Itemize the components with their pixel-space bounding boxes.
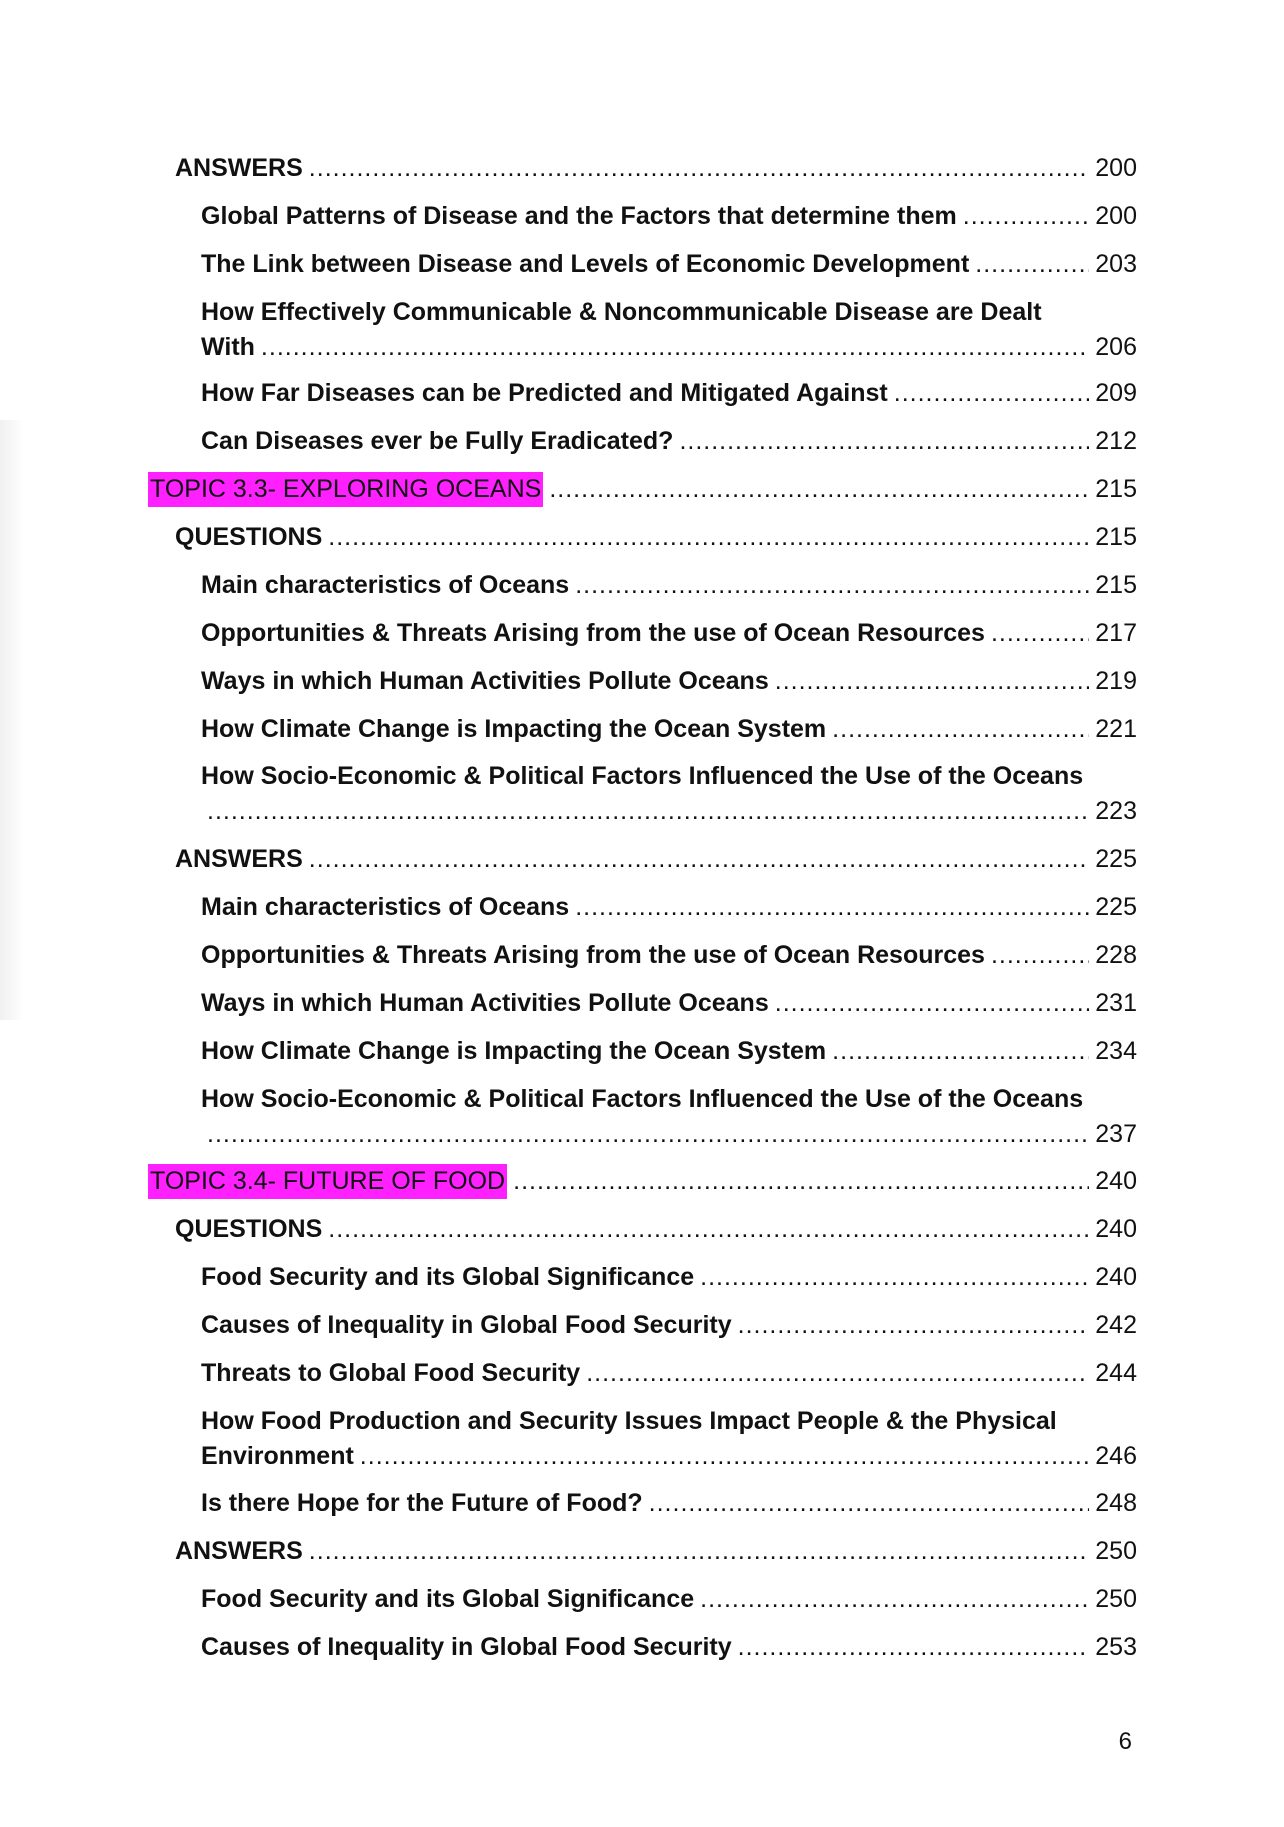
toc-page-number: 240 [1095, 1167, 1137, 1195]
toc-entry-title: ANSWERS [175, 1537, 303, 1565]
toc-page-number: 250 [1095, 1537, 1137, 1565]
toc-page-number: 250 [1095, 1585, 1137, 1613]
toc-topic-title: TOPIC 3.3- EXPLORING OCEANS [148, 472, 543, 507]
toc-page-number: 217 [1095, 619, 1137, 647]
toc-entry-title: How Climate Change is Impacting the Ocean System [201, 715, 827, 743]
toc-entry-questions[interactable] [175, 520, 1137, 555]
dot-leader [894, 376, 1090, 411]
toc-page-number: 215 [1095, 571, 1137, 599]
toc-entry[interactable] [201, 616, 1137, 651]
toc-entry[interactable] [201, 376, 1137, 411]
dot-leader [575, 568, 1089, 603]
toc-page-number: 240 [1095, 1215, 1137, 1243]
toc-entry[interactable] [201, 759, 1137, 829]
toc-page-number: 242 [1095, 1311, 1137, 1339]
toc-entry[interactable] [201, 1582, 1137, 1617]
toc-topic-future-of-food[interactable] [148, 1164, 1137, 1199]
toc-entry[interactable] [201, 664, 1137, 699]
toc-page-number: 225 [1095, 893, 1137, 921]
dot-leader [738, 1308, 1090, 1343]
toc-entry-answers[interactable] [175, 842, 1137, 877]
dot-leader [963, 199, 1090, 234]
toc-page-number: 203 [1095, 250, 1137, 278]
toc-entry[interactable] [201, 247, 1137, 282]
dot-leader [700, 1260, 1089, 1295]
dot-leader [832, 712, 1089, 747]
toc-entry[interactable] [201, 1034, 1137, 1069]
toc-entry-title: Can Diseases ever be Fully Eradicated? [201, 427, 674, 455]
toc-entry-title-line1: How Socio-Economic & Political Factors Influenced the Use of the Oceans [201, 762, 1084, 790]
toc-entry-title: QUESTIONS [175, 1215, 323, 1243]
toc-entry-title-line1: How Effectively Communicable & Noncommunicable Disease are Dealt [201, 298, 1042, 326]
toc-entry-title: Causes of Inequality in Global Food Security [201, 1633, 732, 1661]
dot-leader [328, 1212, 1089, 1247]
dot-leader [975, 247, 1089, 282]
dot-leader [309, 1534, 1089, 1569]
toc-page-number: 200 [1095, 202, 1137, 230]
dot-leader [775, 986, 1090, 1021]
dot-leader [832, 1034, 1089, 1069]
toc-entry-title: Main characteristics of Oceans [201, 571, 570, 599]
dot-leader [309, 151, 1089, 186]
dot-leader [328, 520, 1089, 555]
toc-page-number: 228 [1095, 941, 1137, 969]
toc-entry[interactable] [201, 295, 1137, 365]
toc-entry[interactable] [201, 938, 1137, 973]
dot-leader [207, 794, 1089, 829]
toc-page-number: 244 [1095, 1359, 1137, 1387]
toc-page-number: 215 [1095, 475, 1137, 503]
toc-entry-title: Opportunities & Threats Arising from the use of Ocean Resources [201, 941, 985, 969]
toc-entry-questions[interactable] [175, 1212, 1137, 1247]
toc-entry-title: With [201, 333, 255, 361]
toc-entry-title: Environment [201, 1442, 354, 1470]
toc-entry-title: ANSWERS [175, 845, 303, 873]
dot-leader [991, 938, 1089, 973]
toc-page-number: 231 [1095, 989, 1137, 1017]
dot-leader [586, 1356, 1089, 1391]
dot-leader [991, 616, 1089, 651]
dot-leader [649, 1486, 1090, 1521]
dot-leader [261, 330, 1089, 365]
toc-entry[interactable] [201, 199, 1137, 234]
toc-page-number: 221 [1095, 715, 1137, 743]
toc-entry-title: Food Security and its Global Significance [201, 1263, 695, 1291]
toc-entry-title: Is there Hope for the Future of Food? [201, 1489, 643, 1517]
toc-entry-answers[interactable] [175, 1534, 1137, 1569]
toc-page-number: 206 [1095, 333, 1137, 361]
toc-entry-answers[interactable] [175, 151, 1137, 186]
dot-leader [679, 424, 1089, 459]
toc-page-number: 234 [1095, 1037, 1137, 1065]
dot-leader [207, 1117, 1089, 1152]
dot-leader [309, 842, 1089, 877]
dot-leader [360, 1439, 1089, 1474]
toc-page-number: 212 [1095, 427, 1137, 455]
toc-entry[interactable] [201, 568, 1137, 603]
dot-leader [549, 472, 1089, 507]
toc-entry[interactable] [201, 712, 1137, 747]
toc-page-number: 215 [1095, 523, 1137, 551]
toc-entry[interactable] [201, 1404, 1137, 1474]
dot-leader [513, 1164, 1089, 1199]
toc-entry-title: How Far Diseases can be Predicted and Mitigated Against [201, 379, 888, 407]
toc-page-number: 237 [1095, 1120, 1137, 1148]
toc-entry-title: ANSWERS [175, 154, 303, 182]
toc-entry-title: Causes of Inequality in Global Food Security [201, 1311, 732, 1339]
toc-page-number: 240 [1095, 1263, 1137, 1291]
toc-entry-title: Global Patterns of Disease and the Factors that determine them [201, 202, 957, 230]
dot-leader [575, 890, 1089, 925]
toc-entry-title-line1: How Socio-Economic & Political Factors Influenced the Use of the Oceans [201, 1085, 1084, 1113]
toc-entry-title-line1: How Food Production and Security Issues Impact People & the Physical [201, 1407, 1057, 1435]
toc-entry[interactable] [201, 1260, 1137, 1295]
toc-entry[interactable] [201, 1356, 1137, 1391]
toc-entry[interactable] [201, 1486, 1137, 1521]
toc-page-number: 225 [1095, 845, 1137, 873]
toc-page-number: 223 [1095, 797, 1137, 825]
toc-entry-title: Threats to Global Food Security [201, 1359, 581, 1387]
toc-entry-title: Main characteristics of Oceans [201, 893, 570, 921]
toc-topic-title: TOPIC 3.4- FUTURE OF FOOD [148, 1164, 507, 1199]
toc-entry-title: Ways in which Human Activities Pollute Oceans [201, 989, 769, 1017]
toc-page-number: 248 [1095, 1489, 1137, 1517]
toc-entry[interactable] [201, 1308, 1137, 1343]
toc-entry-title: How Climate Change is Impacting the Ocean System [201, 1037, 827, 1065]
toc-entry-title: The Link between Disease and Levels of Economic Development [201, 250, 970, 278]
toc-page-number: 246 [1095, 1442, 1137, 1470]
dot-leader [738, 1630, 1090, 1665]
dot-leader [700, 1582, 1089, 1617]
toc-page-number: 253 [1095, 1633, 1137, 1661]
toc-entry[interactable] [201, 424, 1137, 459]
toc-page-number: 200 [1095, 154, 1137, 182]
page-edge-shadow [0, 420, 24, 1020]
page-number: 6 [1118, 1728, 1132, 1755]
toc-page-number: 219 [1095, 667, 1137, 695]
toc-entry-title: Ways in which Human Activities Pollute Oceans [201, 667, 769, 695]
toc-entry[interactable] [201, 890, 1137, 925]
toc-entry-title: Food Security and its Global Significance [201, 1585, 695, 1613]
toc-entry-title: Opportunities & Threats Arising from the use of Ocean Resources [201, 619, 985, 647]
dot-leader [775, 664, 1090, 699]
toc-entry[interactable] [201, 986, 1137, 1021]
toc-topic-exploring-oceans[interactable] [148, 472, 1137, 507]
toc-page-number: 209 [1095, 379, 1137, 407]
toc-entry[interactable] [201, 1082, 1137, 1152]
toc-entry[interactable] [201, 1630, 1137, 1665]
toc-entry-title: QUESTIONS [175, 523, 323, 551]
